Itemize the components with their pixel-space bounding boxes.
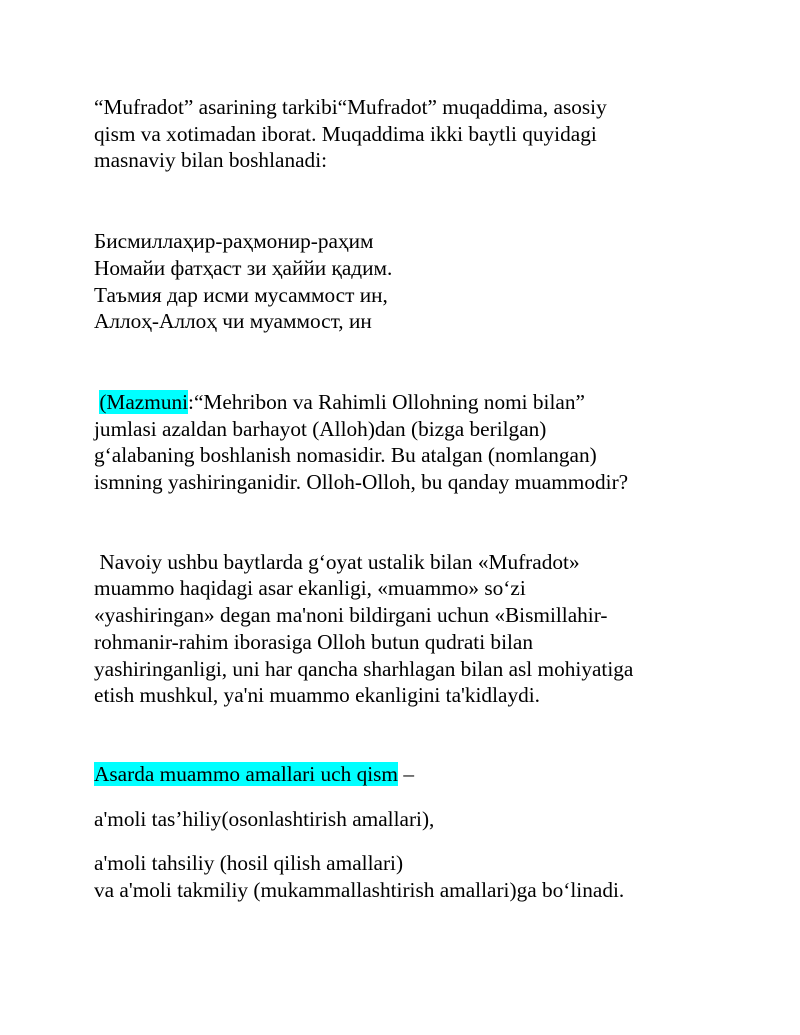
mazmun-paragraph (94, 389, 714, 496)
asarda-paragraph (94, 761, 714, 788)
text-line: a'moli tahsiliy (hosil qilish amallari) (94, 851, 404, 876)
text-line: va a'moli takmiliy (mukammallashtirish amallari)ga bo‘linadi. (94, 878, 625, 903)
text-line (94, 389, 714, 416)
text-line: jumlasi azaldan barhayot (Alloh)dan (bizga berilgan) (94, 416, 547, 441)
amal-tashiliy-paragraph (94, 806, 714, 833)
text-line: “Mufradot” asarining tarkibi“Mufradot” muqaddima, asosiy (94, 95, 607, 119)
text-line: a'moli tas’hiliy(osonlashtirish amallari), (94, 806, 435, 831)
asarda-dash: – (398, 761, 414, 786)
mazmun-first-line-text: :“Mehribon va Rahimli Ollohning nomi bilan” (188, 389, 585, 414)
text-line: g‘alabaning boshlanish nomasidir. Bu atalgan (nomlangan) (94, 443, 597, 468)
text-line: ismning yashiringanidir. Olloh-Olloh, bu qanday muammodir? (94, 470, 629, 495)
document-page (94, 94, 714, 904)
navoiy-paragraph (94, 549, 714, 709)
mazmun-highlight: (Mazmuni (99, 389, 189, 414)
verse-line: Таъмия дар исми мусаммост ин, (94, 282, 388, 307)
text-line (94, 761, 714, 788)
verse-line: Бисмиллаҳир-раҳмонир-раҳим (94, 229, 374, 254)
text-line (94, 549, 714, 576)
text-line: rohmanir-rahim iborasiga Olloh butun qudrati bilan (94, 629, 534, 654)
verse-line: Аллоҳ-Аллоҳ чи муаммост, ин (94, 309, 372, 334)
text-line: «yashiringan» degan ma'noni bildirgani uchun «Bismillahir- (94, 603, 608, 628)
text-line: yashiringanligi, uni har qancha sharhlagan bilan asl mohiyatiga (94, 656, 634, 681)
text-line: muammo haqidagi asar ekanligi, «muammo» so‘zi (94, 576, 526, 601)
asarda-highlight: Asarda muammo amallari uch qism (94, 761, 398, 786)
intro-paragraph (94, 94, 714, 174)
verse-line: Номайи фатҳаст зи ҳаййи қадим. (94, 255, 393, 280)
text-line: qism va xotimadan iborat. Muqaddima ikki baytli quyidagi (94, 121, 597, 146)
text-line-content: Navoiy ushbu baytlarda g‘oyat ustalik bilan «Mufradot» (99, 549, 580, 574)
text-line: masnaviy bilan boshlanadi: (94, 148, 328, 173)
amal-tahsiliy-paragraph (94, 850, 714, 903)
verse-block (94, 228, 714, 335)
text-line: etish mushkul, ya'ni muammo ekanligini ta'kidlaydi. (94, 683, 540, 708)
